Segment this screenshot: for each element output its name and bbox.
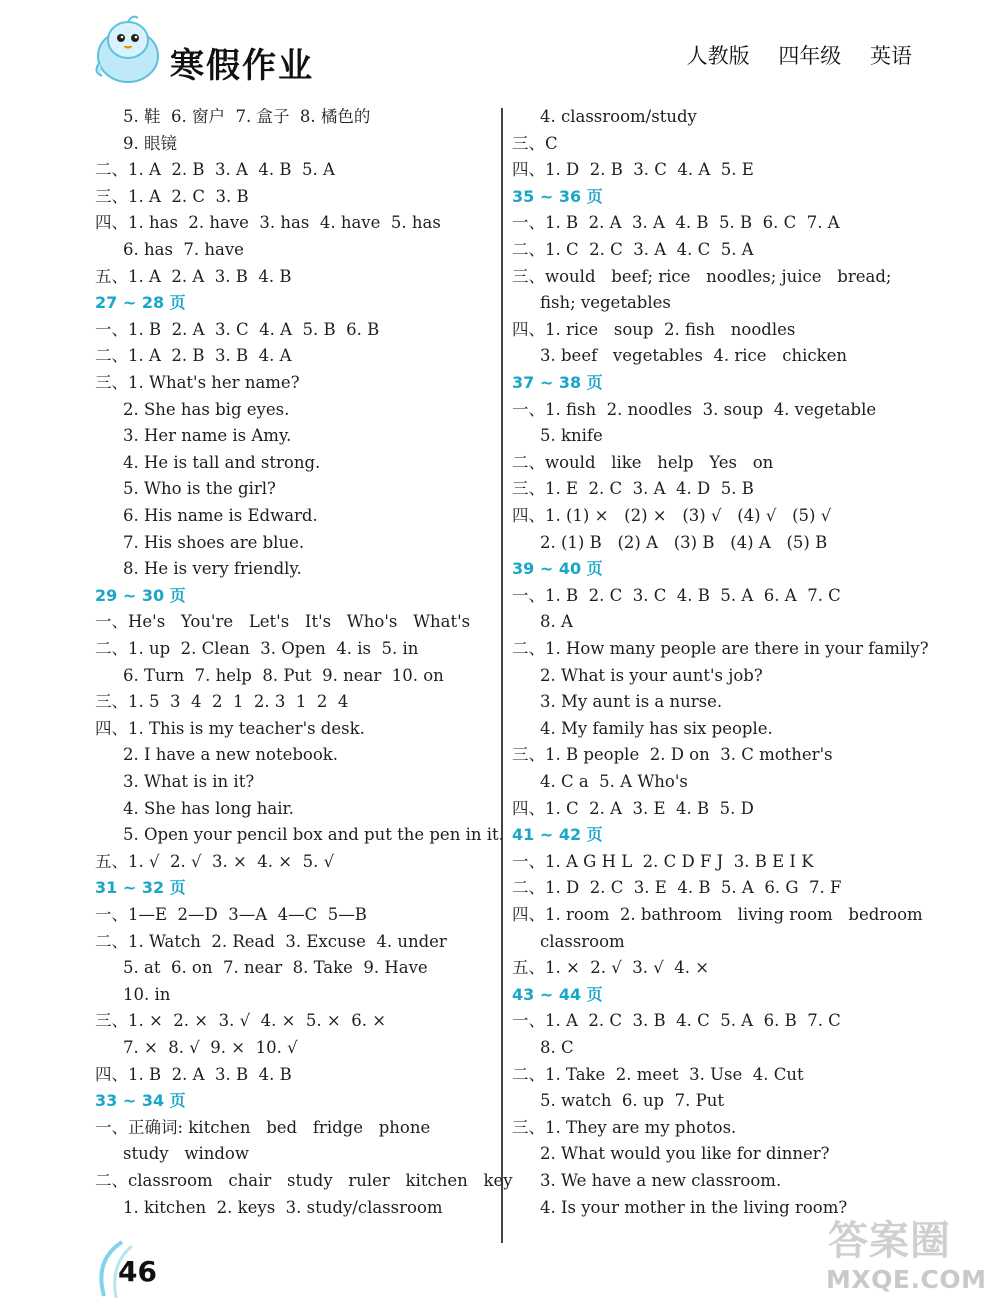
answer-line: 6. has 7. have — [123, 240, 244, 259]
page-header — [0, 0, 1000, 100]
answer-line: 4. She has long hair. — [123, 798, 294, 818]
answer-line: 一、1. B 2. A 3. A 4. B 5. B 6. C 7. A — [512, 213, 840, 233]
answer-line: 5. 鞋 6. 窗户 7. 盒子 8. 橘色的 — [123, 107, 371, 126]
answer-line: 一、1. fish 2. noodles 3. soup 4. vegetable — [512, 399, 877, 419]
answer-line: 2. What would you like for dinner? — [540, 1144, 830, 1164]
answer-line: 2. I have a new notebook. — [123, 745, 339, 765]
answer-line: 四、1. rice soup 2. fish noodles — [512, 319, 796, 339]
answer-line: 三、1. They are my photos. — [512, 1117, 737, 1137]
mascot-icon — [88, 10, 168, 90]
answer-line: 4. classroom/study — [540, 107, 697, 126]
answer-line: 一、正确词: kitchen bed fridge phone — [95, 1117, 431, 1137]
answer-line: 3. What is in it? — [123, 772, 255, 791]
watermark-logo-text: 答案圈 — [828, 1218, 951, 1264]
answer-line: 四、1. (1) × (2) × (3) √ (4) √ (5) √ — [512, 506, 832, 525]
answer-line: 三、1. B people 2. D on 3. C mother's — [512, 745, 833, 765]
answer-line: 三、1. E 2. C 3. A 4. D 5. B — [512, 479, 754, 499]
answer-line: 9. 眼镜 — [123, 133, 177, 153]
answer-line: 二、classroom chair study ruler kitchen key — [95, 1171, 513, 1190]
answer-line: 五、1. × 2. √ 3. √ 4. × — [512, 958, 710, 978]
answer-line: 二、1. up 2. Clean 3. Open 4. is 5. in — [95, 639, 419, 658]
answer-line: 7. His shoes are blue. — [123, 532, 305, 552]
answer-line: 8. A — [540, 612, 573, 632]
header-meta — [665, 40, 912, 70]
answer-line: 5. Who is the girl? — [123, 479, 276, 499]
answer-line: 4. My family has six people. — [540, 718, 773, 738]
section-heading: 39 ~ 40 页 — [512, 559, 603, 579]
section-heading: 37 ~ 38 页 — [512, 373, 603, 392]
answer-line: 四、1. B 2. A 3. B 4. B — [95, 1064, 292, 1084]
answer-line: 二、1. D 2. C 3. E 4. B 5. A 6. G 7. F — [512, 878, 842, 898]
watermark — [818, 1205, 998, 1301]
answer-line: 四、1. D 2. B 3. C 4. A 5. E — [512, 160, 754, 180]
answer-line: 四、1. has 2. have 3. has 4. have 5. has — [95, 213, 441, 233]
section-heading: 29 ~ 30 页 — [95, 585, 186, 605]
answer-line: 4. Is your mother in the living room? — [540, 1197, 848, 1217]
answer-line: 五、1. A 2. A 3. B 4. B — [95, 266, 292, 286]
book-title: 寒假作业 — [170, 46, 314, 86]
section-heading: 41 ~ 42 页 — [512, 825, 603, 845]
page-number: 46 — [118, 1255, 157, 1288]
answer-line: 五、1. √ 2. √ 3. × 4. × 5. √ — [95, 851, 335, 871]
answer-line: 四、1. room 2. bathroom living room bedroom — [512, 905, 923, 924]
answer-line: 2. (1) B (2) A (3) B (4) A (5) B — [540, 532, 828, 552]
answer-line: 7. × 8. √ 9. × 10. √ — [123, 1038, 298, 1057]
subject-label: 英语 — [870, 44, 912, 68]
answer-line: 6. His name is Edward. — [123, 506, 318, 525]
answer-line: 四、1. This is my teacher's desk. — [95, 718, 365, 738]
answer-line: 2. What is your aunt's job? — [540, 665, 763, 685]
answer-line: 8. He is very friendly. — [123, 559, 302, 579]
section-heading: 33 ~ 34 页 — [95, 1091, 186, 1111]
section-heading: 43 ~ 44 页 — [512, 984, 603, 1004]
answer-line: 3. My aunt is a nurse. — [540, 692, 723, 712]
watermark-url: MXQE.COM — [826, 1265, 987, 1294]
answer-line: 4. C a 5. A Who's — [540, 772, 688, 791]
answer-line: 8. C — [540, 1038, 574, 1057]
answer-line: 三、1. × 2. × 3. √ 4. × 5. × 6. × — [95, 1011, 387, 1031]
publisher-label: 人教版 — [686, 44, 750, 68]
answer-line: classroom — [540, 931, 625, 951]
answer-line: 3. Her name is Amy. — [123, 426, 292, 446]
answer-line: 三、1. A 2. C 3. B — [95, 186, 249, 206]
answer-line: 三、C — [512, 133, 558, 153]
section-heading: 27 ~ 28 页 — [95, 293, 186, 313]
answer-line: 3. We have a new classroom. — [540, 1171, 782, 1190]
grade-label: 四年级 — [778, 44, 842, 68]
answer-line: fish; vegetables — [540, 293, 671, 313]
answer-line: 二、would like help Yes on — [512, 452, 774, 472]
answer-line: 5. watch 6. up 7. Put — [540, 1091, 724, 1111]
answer-line: 一、1. A 2. C 3. B 4. C 5. A 6. B 7. C — [512, 1011, 841, 1031]
answer-line: 10. in — [123, 984, 171, 1004]
answer-line: 一、1—E 2—D 3—A 4—C 5—B — [95, 905, 367, 924]
answer-line: 一、He's You're Let's It's Who's What's — [95, 612, 471, 632]
answer-line: 5. Open your pencil box and put the pen in it. — [123, 825, 504, 845]
answer-line: 二、1. Watch 2. Read 3. Excuse 4. under — [95, 931, 447, 951]
answer-line: 三、1. What's her name? — [95, 373, 300, 392]
answer-line: study window — [123, 1144, 249, 1164]
answer-line: 二、1. Take 2. meet 3. Use 4. Cut — [512, 1064, 804, 1084]
answer-line: 一、1. B 2. C 3. C 4. B 5. A 6. A 7. C — [512, 585, 841, 605]
answer-line: 三、would beef; rice noodles; juice bread; — [512, 266, 892, 286]
answer-line: 二、1. A 2. B 3. B 4. A — [95, 346, 292, 366]
answer-line: 一、1. B 2. A 3. C 4. A 5. B 6. B — [95, 319, 380, 339]
answer-line: 二、1. C 2. C 3. A 4. C 5. A — [512, 240, 754, 259]
answer-line: 二、1. A 2. B 3. A 4. B 5. A — [95, 160, 335, 180]
answer-line: 四、1. C 2. A 3. E 4. B 5. D — [512, 798, 754, 818]
answer-line: 2. She has big eyes. — [123, 399, 290, 419]
answer-line: 5. at 6. on 7. near 8. Take 9. Have — [123, 958, 428, 978]
column-divider — [501, 108, 503, 1243]
answer-line: 3. beef vegetables 4. rice chicken — [540, 346, 848, 366]
answer-line: 二、1. How many people are there in your family? — [512, 639, 929, 658]
answer-line: 6. Turn 7. help 8. Put 9. near 10. on — [123, 665, 444, 685]
answer-line: 5. knife — [540, 426, 603, 446]
answer-line: 三、1. 5 3 4 2 1 2. 3 1 2 4 — [95, 692, 349, 712]
section-heading: 35 ~ 36 页 — [512, 186, 603, 206]
answer-line: 一、1. A G H L 2. C D F J 3. B E I K — [512, 851, 814, 871]
answer-line: 1. kitchen 2. keys 3. study/classroom — [123, 1197, 443, 1217]
section-heading: 31 ~ 32 页 — [95, 878, 186, 898]
answer-line: 4. He is tall and strong. — [123, 452, 321, 472]
